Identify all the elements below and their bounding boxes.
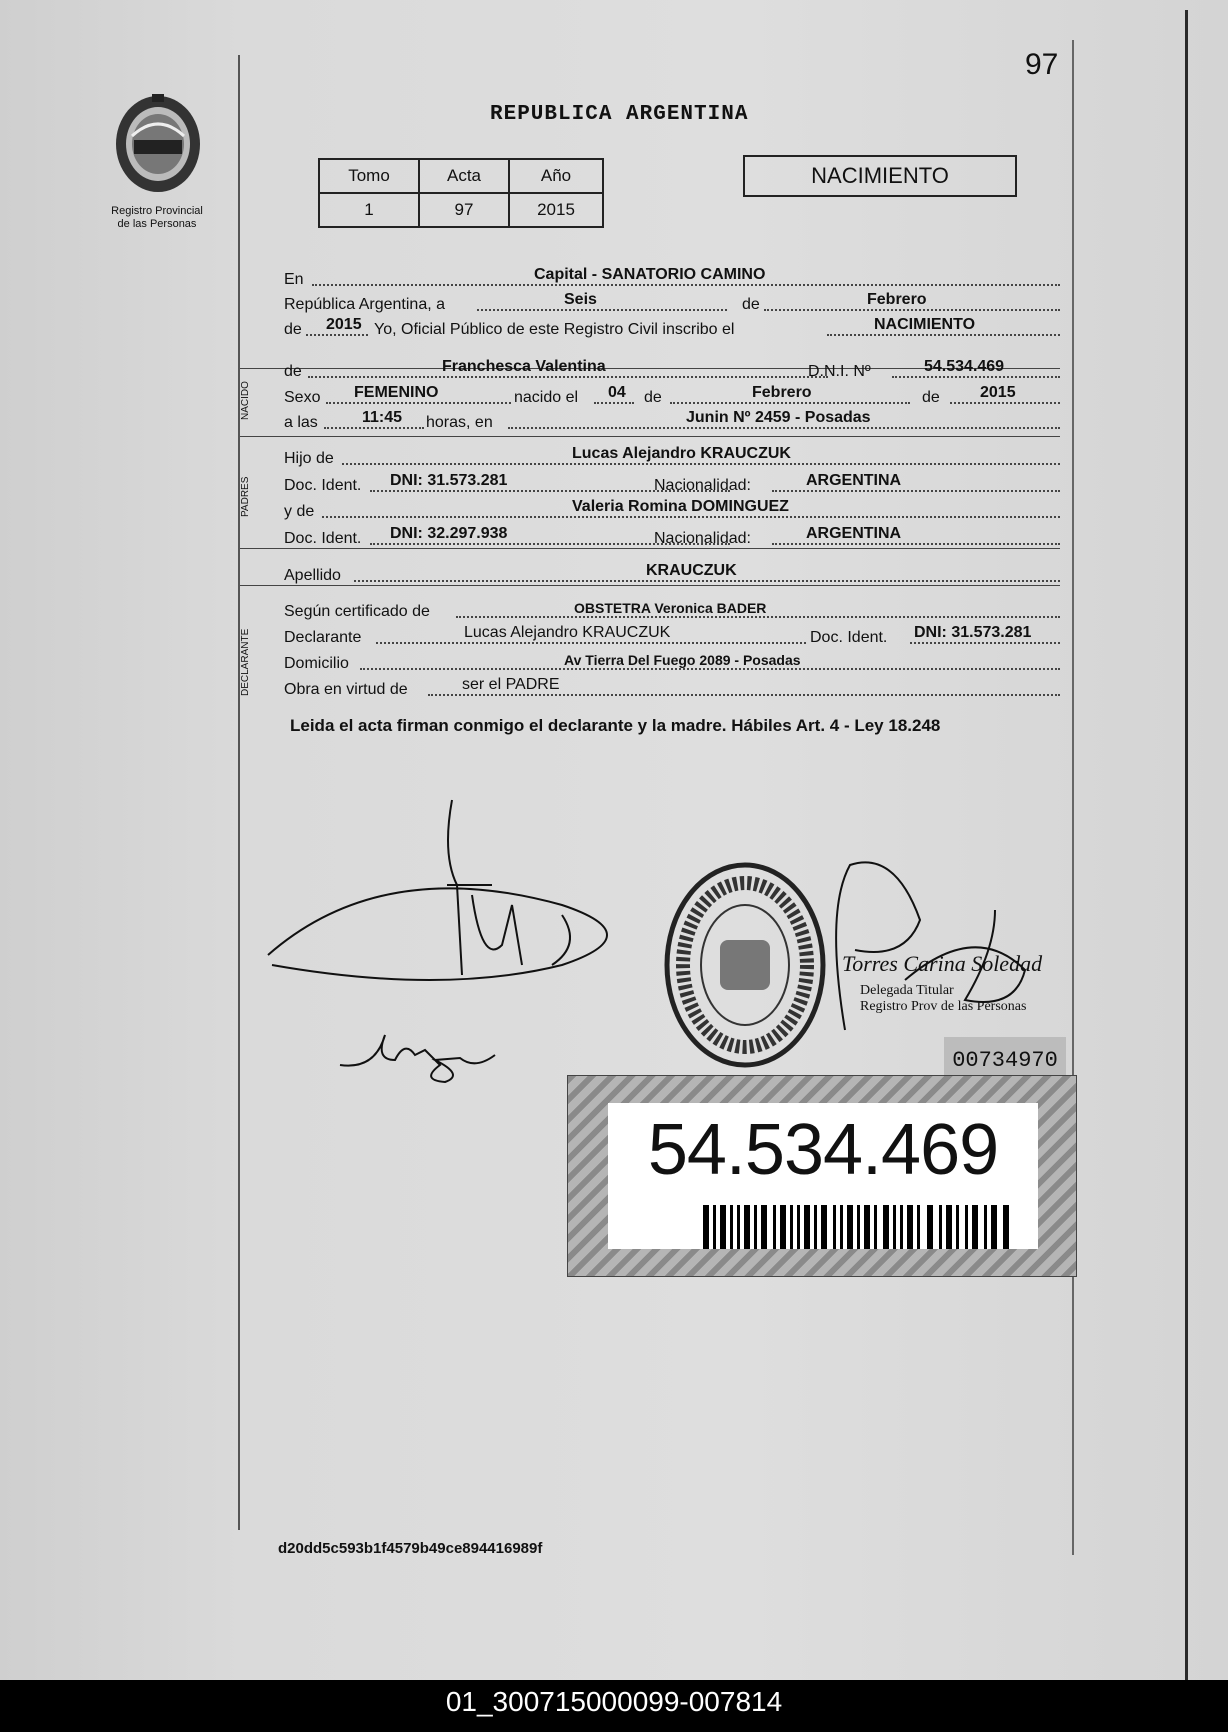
page-edge: [1185, 10, 1188, 1680]
section-separator: [240, 585, 1060, 586]
dotted-line: [827, 334, 1060, 336]
dotted-line: [342, 463, 1060, 465]
value-inscribe: NACIMIENTO: [874, 316, 976, 333]
value-padre-doc: DNI: 31.573.281: [390, 472, 508, 489]
value-certificado: OBSTETRA Veronica BADER: [574, 600, 767, 616]
record-type-box: NACIMIENTO: [743, 155, 1017, 197]
row-apellido: [282, 561, 1060, 585]
serial-number: 00734970: [944, 1037, 1066, 1085]
dni-sticker-number: 54.534.469: [647, 1110, 999, 1190]
label-doc-ident: Doc. Ident.: [284, 530, 362, 547]
value-domicilio: Av Tierra Del Fuego 2089 - Posadas: [564, 652, 801, 668]
row-obra: [282, 675, 1060, 699]
value-dia: Seis: [564, 291, 597, 308]
value-nac-anio: 2015: [980, 384, 1016, 401]
dotted-line: [354, 580, 1060, 582]
barcode: [703, 1205, 1013, 1249]
side-label-padres: [240, 455, 252, 515]
dotted-line: [772, 490, 1060, 492]
label-de: de: [284, 321, 302, 338]
registry-header-anio: Año: [509, 159, 603, 193]
label-doc-ident: Doc. Ident.: [810, 629, 888, 646]
sticker-face: [608, 1103, 1038, 1249]
seal-caption-line1: Registro Provincial: [111, 205, 203, 217]
value-padre: Lucas Alejandro KRAUCZUK: [572, 445, 791, 462]
row-nombre: [282, 357, 1060, 381]
label-de: de: [284, 363, 302, 380]
label-dni: D.N.I. Nº: [808, 363, 871, 380]
row-en: [282, 265, 1060, 289]
label-doc-ident: Doc. Ident.: [284, 477, 362, 494]
side-label-nacido: [240, 342, 252, 422]
label-de: de: [922, 389, 940, 406]
row-padre: [282, 444, 1060, 468]
dotted-line: [324, 427, 424, 429]
row-certificado: [282, 597, 1060, 621]
dni-sticker: [567, 1075, 1077, 1277]
label-obra-virtud: Obra en virtud de: [284, 681, 408, 698]
registrar-signature: [825, 850, 1055, 1050]
value-declarante-doc: DNI: 31.573.281: [914, 624, 1032, 641]
margin-rule: [238, 55, 240, 1530]
label-nacido: nacido el: [514, 389, 579, 406]
label-nacionalidad: Nacionalidad:: [654, 477, 751, 494]
document-hash: d20dd5c593b1f4579b49ce894416989f: [278, 1540, 543, 1557]
label-oficial: Yo, Oficial Público de este Registro Civil inscribo el: [374, 321, 735, 338]
value-mes: Febrero: [867, 291, 927, 308]
registrar-title-line1: Delegada Titular: [860, 983, 954, 998]
row-fecha: [282, 290, 1060, 314]
row-inscribe: [282, 315, 1060, 339]
dotted-line: [308, 376, 828, 378]
official-stamp: [660, 855, 830, 1075]
row-sexo: [282, 383, 1060, 407]
value-hora: 11:45: [362, 409, 403, 426]
registrar-title: [860, 983, 1026, 1015]
misiones-seal-icon: [112, 92, 204, 202]
value-nombre: Franchesca Valentina: [442, 358, 606, 375]
label-en: En: [284, 271, 304, 288]
registry-value-tomo: 1: [319, 193, 419, 227]
dotted-line: [306, 334, 368, 336]
dotted-line: [772, 543, 1060, 545]
label-domicilio: Domicilio: [284, 655, 349, 672]
section-separator: [240, 436, 1060, 437]
label-apellido: Apellido: [284, 567, 341, 584]
registry-value-acta: 97: [419, 193, 509, 227]
label-alas: a las: [284, 414, 318, 431]
seal-caption-line2: de las Personas: [117, 218, 197, 230]
value-anio: 2015: [326, 316, 362, 333]
document-title: REPUBLICA ARGENTINA: [490, 103, 749, 126]
label-declarante: Declarante: [284, 629, 362, 646]
dotted-line: [892, 376, 1060, 378]
dotted-line: [376, 642, 806, 644]
side-label-declarante-text: DECLARANTE: [240, 628, 251, 696]
value-sexo: FEMENINO: [354, 384, 439, 401]
label-republica: República Argentina, a: [284, 296, 445, 313]
registrar-name: Torres Carina Soledad: [842, 951, 1043, 976]
dotted-line: [508, 427, 1060, 429]
dotted-line: [670, 402, 910, 404]
label-de: de: [742, 296, 760, 313]
value-nac-mes: Febrero: [752, 384, 812, 401]
value-padre-nacionalidad: ARGENTINA: [806, 472, 902, 489]
row-hora: [282, 408, 1060, 432]
value-obra-virtud: ser el PADRE: [462, 676, 560, 693]
dotted-line: [360, 668, 1060, 670]
closing-statement: Leida el acta firman conmigo el declarante y la madre. Hábiles Art. 4 - Ley 18.248: [290, 716, 941, 735]
value-madre-doc: DNI: 32.297.938: [390, 525, 508, 542]
label-hijo: Hijo de: [284, 450, 334, 467]
label-y-de: y de: [284, 503, 315, 520]
side-label-declarante: [240, 598, 252, 698]
label-horas: horas, en: [426, 414, 493, 431]
row-domicilio: [282, 649, 1060, 673]
side-label-padres-text: PADRES: [240, 476, 251, 517]
dotted-line: [312, 284, 1060, 286]
value-dni: 54.534.469: [924, 358, 1005, 375]
seal-caption: [92, 205, 222, 231]
dotted-line: [594, 402, 634, 404]
declarant-signature: [262, 795, 662, 995]
registry-value-anio: 2015: [509, 193, 603, 227]
value-madre: Valeria Romina DOMINGUEZ: [572, 498, 789, 515]
row-declarante: [282, 623, 1060, 647]
right-rule: [1072, 40, 1074, 1555]
mother-signature: [335, 1020, 505, 1090]
dotted-line: [764, 309, 1060, 311]
label-sexo: Sexo: [284, 389, 321, 406]
dotted-line: [477, 309, 727, 311]
row-madre: [282, 497, 1060, 521]
registry-header-tomo: Tomo: [319, 159, 419, 193]
row-madre-doc: [282, 524, 1060, 548]
value-lugar-registro: Capital - SANATORIO CAMINO: [534, 266, 766, 283]
section-separator: [240, 548, 1060, 549]
dotted-line: [428, 694, 1060, 696]
label-segun-certificado: Según certificado de: [284, 603, 430, 620]
registry-table: [318, 158, 604, 228]
registry-header-acta: Acta: [419, 159, 509, 193]
footer-id: 01_300715000099-007814: [445, 1686, 783, 1717]
dotted-line: [326, 402, 511, 404]
dotted-line: [950, 402, 1060, 404]
value-apellido: KRAUCZUK: [646, 562, 737, 579]
side-label-nacido-text: NACIDO: [240, 381, 251, 420]
label-nacionalidad: Nacionalidad:: [654, 530, 751, 547]
row-padre-doc: [282, 471, 1060, 495]
registrar-title-line2: Registro Prov de las Personas: [860, 999, 1027, 1014]
value-nac-dia: 04: [608, 384, 626, 401]
value-lugar-nacimiento: Junin Nº 2459 - Posadas: [686, 409, 871, 426]
dotted-line: [456, 616, 1060, 618]
value-declarante: Lucas Alejandro KRAUCZUK: [464, 624, 671, 641]
dotted-line: [322, 516, 1060, 518]
dotted-line: [910, 642, 1060, 644]
label-de: de: [644, 389, 662, 406]
page-number: 97: [1025, 48, 1059, 81]
value-madre-nacionalidad: ARGENTINA: [806, 525, 902, 542]
